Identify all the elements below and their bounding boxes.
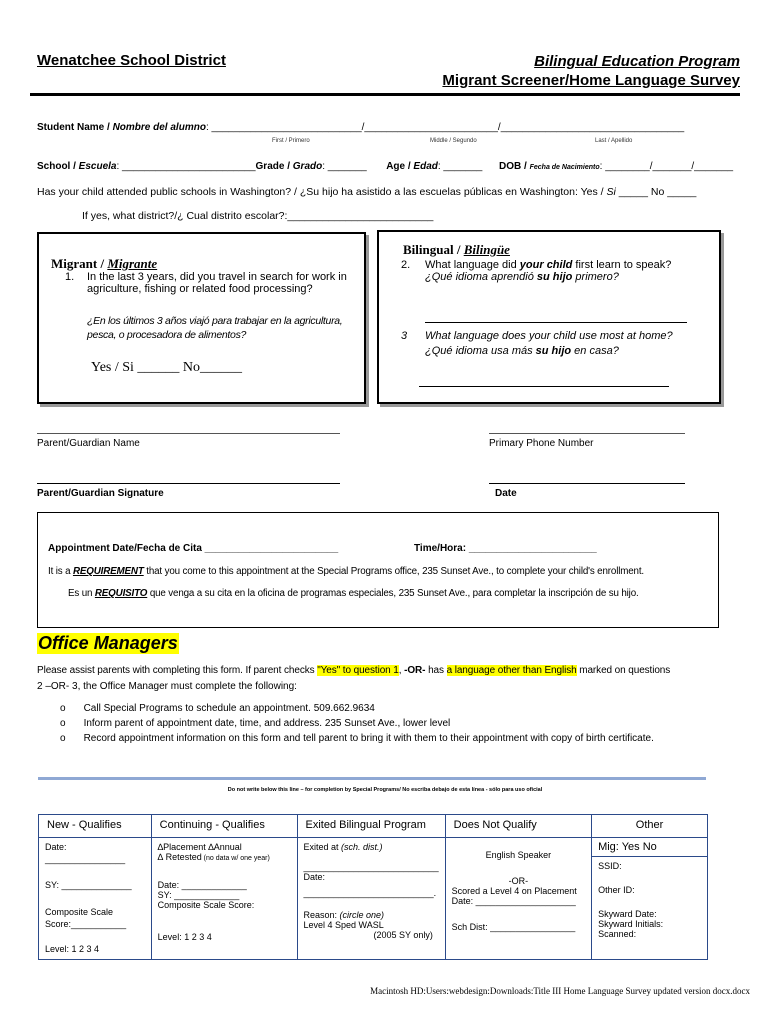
last-name-caption: Last / Apellido [595, 138, 633, 144]
column-header: Does Not Qualify [445, 815, 591, 838]
question-3-number: 3 [401, 330, 408, 342]
office-instructions [60, 701, 654, 746]
office-intro-line2: 2 –OR- 3, the Office Manager must complete the following: [37, 681, 297, 692]
appointment-box [37, 512, 719, 628]
parent-signature-line[interactable] [37, 483, 340, 484]
list-item: o Inform parent of appointment date, time, and address. 235 Sunset Ave., lower level [60, 716, 654, 731]
survey-title: Migrant Screener/Home Language Survey [442, 72, 740, 89]
question-1-en: In the last 3 years, did you travel in search for work in agriculture, fishing or related food processing? [87, 271, 347, 295]
district-name: Wenatchee School District [37, 52, 226, 69]
file-path-footer: Macintosh HD:Users:webdesign:Downloads:Title III Home Language Survey updated version docx.docx [370, 986, 750, 996]
continuing-qualifies-cell[interactable]: ∆Placement ∆Annual ∆ Retested (no data w/ one year) Date: _____________ SY: _____________ Composite Scale Score: Level: 1 2 3 4 [151, 838, 297, 960]
appointment-time-field[interactable]: Time/Hora: _______________________ [414, 543, 597, 554]
question-2-en: What language did your child first learn to speak? [425, 259, 672, 271]
question-1-es: ¿En los últimos 3 años viajó para trabajar en la agricultura, pesca, o procesadora de alimentos? [87, 315, 343, 341]
requirement-es: Es un REQUISITO que venga a su cita en la oficina de programas especiales, 235 Sunset Ave., para completar la inscripción de su hijo. [68, 588, 639, 599]
attended-question[interactable]: Has your child attended public schools in Washington? / ¿Su hijo ha asistido a las escuelas públicas en Washington: Yes / Si _____ No _____ [37, 186, 697, 198]
parent-name-line[interactable] [37, 433, 340, 434]
phone-line[interactable] [489, 433, 685, 434]
office-managers-title: Office Managers [38, 633, 178, 653]
question-3-es: ¿Qué idioma usa más su hijo en casa? [425, 345, 619, 357]
migrant-box [37, 232, 366, 404]
bilingual-box [377, 230, 721, 404]
do-not-write-notice: Do not write below this line – for completion by Special Programs/ No escriba debajo de esta línea - sólo para uso oficial [227, 787, 543, 793]
question-1-number: 1. [65, 271, 75, 283]
column-header: New - Qualifies [39, 815, 152, 838]
does-not-qualify-cell[interactable]: English Speaker -OR- Scored a Level 4 on Placement Date: ____________________ Sch Dist: _________________ [445, 838, 591, 960]
question-2-answer-line[interactable] [425, 322, 687, 323]
question-2-number: 2. [401, 259, 411, 271]
office-divider [38, 777, 706, 780]
list-item: o Record appointment information on this form and tell parent to bring it with them to their appointment with copy of birth certificate. [60, 731, 654, 746]
middle-name-caption: Middle / Segundo [430, 138, 477, 144]
program-title: Bilingual Education Program [534, 53, 740, 70]
question-2-es: ¿Qué idioma aprendió su hijo primero? [425, 271, 619, 283]
school-line[interactable]: School / Escuela: ________________________Grade / Grado: _______ Age / Edad: _______ DOB / Fecha de Nacimiento: ________/_______/_______ [37, 161, 734, 172]
office-intro-line1: Please assist parents with completing this form. If parent checks "Yes" to question 1, -OR- has a language other than English marked on questions [37, 665, 671, 676]
migrant-title: Migrant / Migrante [51, 256, 158, 271]
question-3-en: What language does your child use most at home? [425, 330, 673, 342]
column-header: Exited Bilingual Program [297, 815, 445, 838]
appointment-date-field[interactable]: Appointment Date/Fecha de Cita ________________________ [48, 543, 339, 554]
list-item: o Call Special Programs to schedule an appointment. 509.662.9634 [60, 701, 654, 716]
question-3-answer-line[interactable] [419, 386, 669, 387]
requirement-en: It is a REQUIREMENT that you come to this appointment at the Special Programs office, 235 Sunset Ave., to complete your child's enrollment. [48, 566, 644, 577]
phone-label: Primary Phone Number [489, 438, 594, 449]
other-cell[interactable]: Mig: Yes No SSID: Other ID: Skyward Date: Skyward Initials: Scanned: [592, 838, 708, 960]
date-label: Date [495, 488, 517, 499]
office-use-table [38, 814, 708, 960]
column-header: Continuing - Qualifies [151, 815, 297, 838]
parent-signature-label: Parent/Guardian Signature [37, 488, 164, 499]
header-rule [30, 93, 740, 96]
exited-bilingual-cell[interactable]: Exited at (sch. dist.) ___________________________ Date: __________________________. Reason: (circle one) Level 4 Sped WASL (2005 SY only) [297, 838, 445, 960]
first-name-caption: First / Primero [272, 138, 310, 144]
new-qualifies-cell[interactable]: Date: ________________ SY: ______________ Composite Scale Score:___________ Level: 1 2 3 4 [39, 838, 152, 960]
parent-name-label: Parent/Guardian Name [37, 438, 140, 449]
student-name-field[interactable]: Student Name / Nombre del alumno: ___________________________/________________________/_________________________________ [37, 122, 685, 133]
form-title [442, 52, 740, 90]
question-1-answer[interactable]: Yes / Si ______ No______ [91, 360, 243, 375]
bilingual-title: Bilingual / Bilingüe [403, 242, 510, 257]
district-question[interactable]: If yes, what district?/¿ Cual distrito escolar?:_________________________ [82, 210, 434, 222]
date-line[interactable] [489, 483, 685, 484]
column-header: Other [592, 815, 708, 838]
